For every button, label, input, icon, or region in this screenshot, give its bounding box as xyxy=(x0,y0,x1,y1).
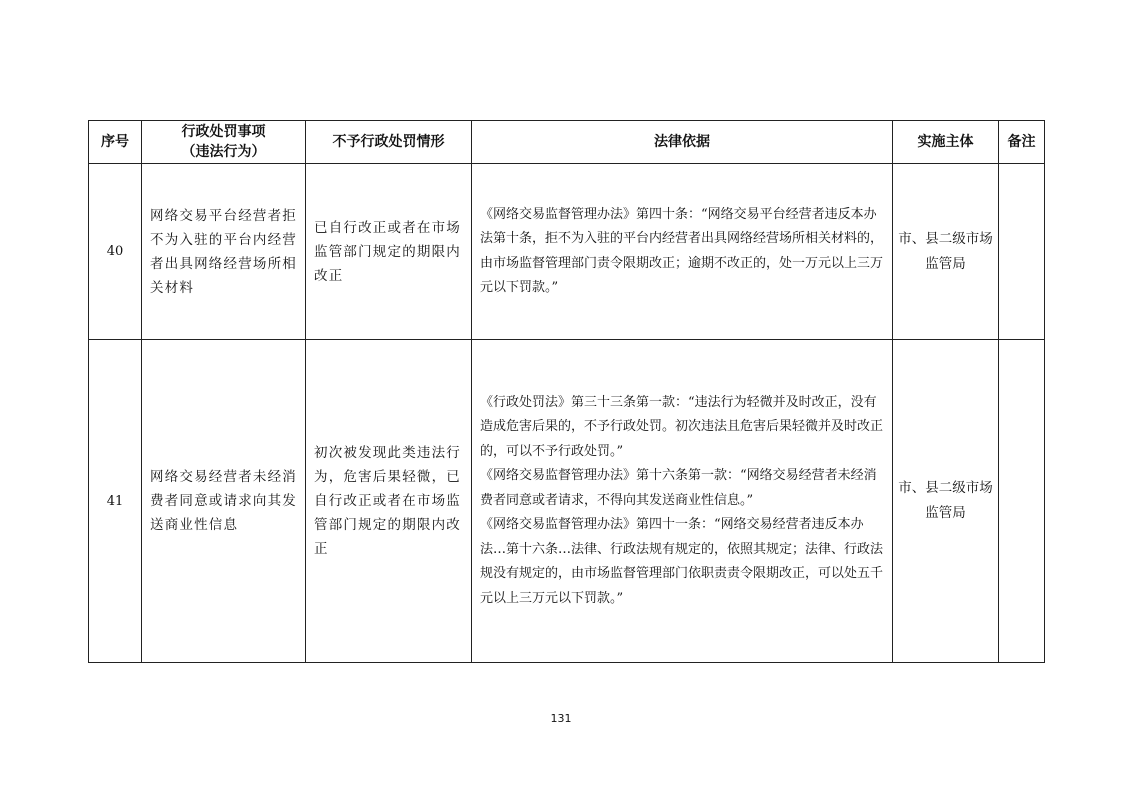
table-row xyxy=(89,164,1045,340)
basis-paragraph: 《网络交易监督管理办法》第四十条：“网络交易平台经营者违反本办法第十条，拒不为入驻的平台内经营者出具网络经营场所相关材料的，由市场监督管理部门责令限期改正；逾期不改正的，处一万元以上三万元以下罚款。” xyxy=(480,206,884,295)
row-seq: 40 xyxy=(89,164,142,340)
row-case: 初次被发现此类违法行为，危害后果轻微，已自行改正或者在市场监管部门规定的期限内改正 xyxy=(306,340,472,663)
header-subject: 实施主体 xyxy=(893,121,999,164)
row-subject: 市、县二级市场监管局 xyxy=(893,164,999,340)
row-remark xyxy=(999,340,1045,663)
row-basis xyxy=(472,164,893,340)
penalty-table xyxy=(88,120,1045,663)
header-seq: 序号 xyxy=(89,121,142,164)
row-remark xyxy=(999,164,1045,340)
row-subject: 市、县二级市场监管局 xyxy=(893,340,999,663)
row-case: 已自行改正或者在市场监管部门规定的期限内改正 xyxy=(306,164,472,340)
basis-paragraph: 《网络交易监督管理办法》第十六条第一款：“网络交易经营者未经消费者同意或者请求，不得向其发送商业性信息。” xyxy=(480,468,877,508)
row-item: 网络交易平台经营者拒不为入驻的平台内经营者出具网络经营场所相关材料 xyxy=(142,164,306,340)
page-number: 131 xyxy=(550,712,572,725)
table-row xyxy=(89,340,1045,663)
row-item: 网络交易经营者未经消费者同意或请求向其发送商业性信息 xyxy=(142,340,306,663)
header-basis: 法律依据 xyxy=(472,121,893,164)
basis-paragraph: 《行政处罚法》第三十三条第一款：“违法行为轻微并及时改正，没有造成危害后果的，不予行政处罚。初次违法且危害后果轻微并及时改正的，可以不予行政处罚。” xyxy=(480,394,884,459)
header-item-line2: （违法行为） xyxy=(181,144,266,160)
row-seq: 41 xyxy=(89,340,142,663)
header-row xyxy=(89,121,1045,164)
basis-paragraph: 《网络交易监督管理办法》第四十一条：“网络交易经营者违反本办法…第十六条…法律、行政法规有规定的，依照其规定；法律、行政法规没有规定的，由市场监督管理部门依职责责令限期改正，可以处五千元以上三万元以下罚款。” xyxy=(480,517,884,606)
header-remark: 备注 xyxy=(999,121,1045,164)
header-item xyxy=(142,121,306,164)
header-case: 不予行政处罚情形 xyxy=(306,121,472,164)
header-item-line1: 行政处罚事项 xyxy=(181,124,266,140)
row-basis xyxy=(472,340,893,663)
